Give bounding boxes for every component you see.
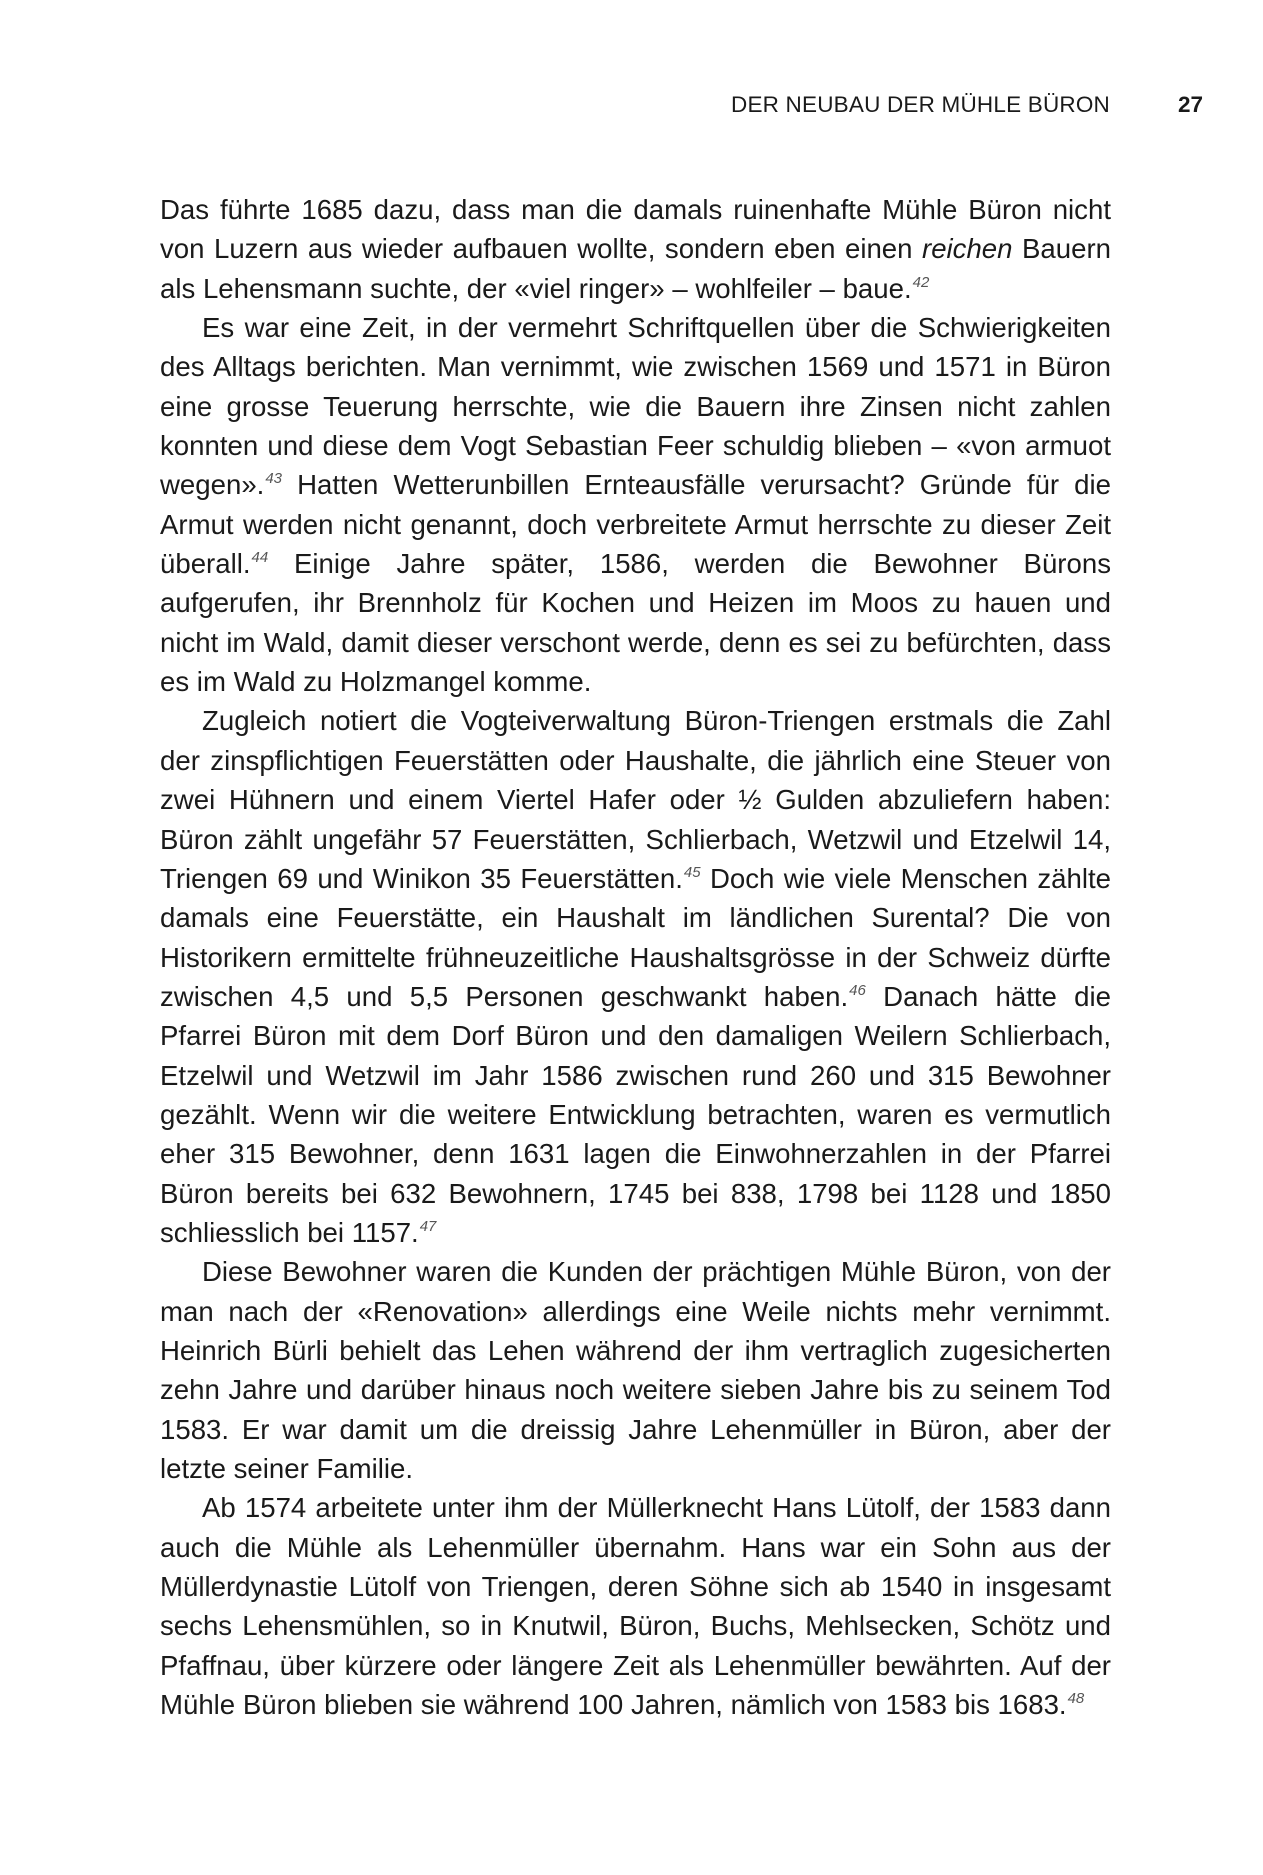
footnote-ref: 47 (419, 1217, 437, 1235)
footnote-ref: 48 (1067, 1690, 1085, 1708)
paragraph-2: Es war eine Zeit, in der vermehrt Schriftquellen über die Schwierigkeiten des Alltags berichten. Man vernimmt, wie zwischen 1569 und 1571 in Büron eine grosse Teuerung herrschte, wie die Bauern ihre Zinsen nicht zahlen konnten und diese dem Vogt Sebastian Feer schuldig blieben – «von armuot wegen».$^{43}$ Hatten Wetterunbillen Ernteausfälle verursacht? Gründe für die Armut werden nicht genannt, doch verbreitete Armut herrschte zu dieser Zeit überall.$^{44}$ Einige Jahre später, 1586, werden die Bewohner Bürons aufgerufen, ihr Brennholz für Kochen und Heizen im Moos zu hauen und nicht im Wald, damit dieser verschont werde, denn es sei zu befürchten, dass es im Wald zu Holzmangel komme. (160, 312, 1111, 698)
page-number: 27 (1177, 92, 1203, 117)
footnote-ref: 45 (683, 863, 701, 881)
running-head (0, 92, 1263, 122)
paragraph-4: Diese Bewohner waren die Kunden der prächtigen Mühle Büron, von der man nach der «Renovation» allerdings eine Weile nichts mehr vernimmt. Heinrich Bürli behielt das Lehen während der ihm vertraglich zugesicherten zehn Jahre und darüber hinaus noch weitere sieben Jahre bis zu seinem Tod 1583. Er war damit um die dreissig Jahre Lehenmüller in Büron, aber der letzte seiner Familie. (160, 1256, 1111, 1484)
running-title: DER NEUBAU DER MÜHLE BÜRON (731, 92, 1110, 117)
footnote-ref: 46 (849, 981, 866, 999)
paragraph-1: Das führte 1685 dazu, dass man die damals ruinenhafte Mühle Büron nicht von Luzern aus wieder aufbauen wollte, sondern eben einen reichen Bauern als Lehensmann suchte, der «viel ringer» – wohlfeiler – baue.$^{42}$ (160, 194, 1111, 304)
footnote-ref: 42 (912, 273, 930, 291)
body-text (160, 190, 1111, 1724)
paragraph-3: Zugleich notiert die Vogteiverwaltung Büron-Triengen erstmals die Zahl der zinspflichtigen Feuerstätten oder Haushalte, die jährlich eine Steuer von zwei Hühnern und einem Viertel Hafer oder ½ Gulden abzuliefern haben: Büron zählt ungefähr 57 Feuerstätten, Schlierbach, Wetzwil und Etzelwil 14, Triengen 69 und Winikon 35 Feuerstätten.$^{45}$ Doch wie viele Menschen zählte damals eine Feuerstätte, ein Haushalt im ländlichen Surental? Die von Historikern ermittelte frühneuzeitliche Haushaltsgrösse in der Schweiz dürfte zwischen 4,5 und 5,5 Personen geschwankt haben.$^{46}$ Danach hätte die Pfarrei Büron mit dem Dorf Büron und den damaligen Weilern Schlierbach, Etzelwil und Wetzwil im Jahr 1586 zwischen rund 260 und 315 Bewohner gezählt. Wenn wir die weitere Entwicklung betrachten, waren es vermutlich eher 315 Bewohner, denn 1631 lagen die Einwohnerzahlen in der Pfarrei Büron bereits bei 632 Bewohnern, 1745 bei 838, 1798 bei 1128 und 1850 schliesslich bei 1157.47 (160, 705, 1112, 1248)
paragraph-5: Ab 1574 arbeitete unter ihm der Müllerknecht Hans Lütolf, der 1583 dann auch die Mühle als Lehenmüller übernahm. Hans war ein Sohn aus der Müllerdynastie Lütolf von Triengen, deren Söhne sich ab 1540 in insgesamt sechs Lehensmühlen, so in Knutwil, Büron, Buchs, Mehlsecken, Schötz und Pfaffnau, über kürzere oder längere Zeit als Lehenmüller bewährten. Auf der Mühle Büron blieben sie während 100 Jahren, nämlich von 1583 bis 1683.48 (160, 1492, 1111, 1721)
footnote-ref: 44 (251, 549, 269, 567)
emphasis-reichen: reichen (922, 233, 1013, 265)
footnote-ref: 43 (265, 470, 283, 488)
